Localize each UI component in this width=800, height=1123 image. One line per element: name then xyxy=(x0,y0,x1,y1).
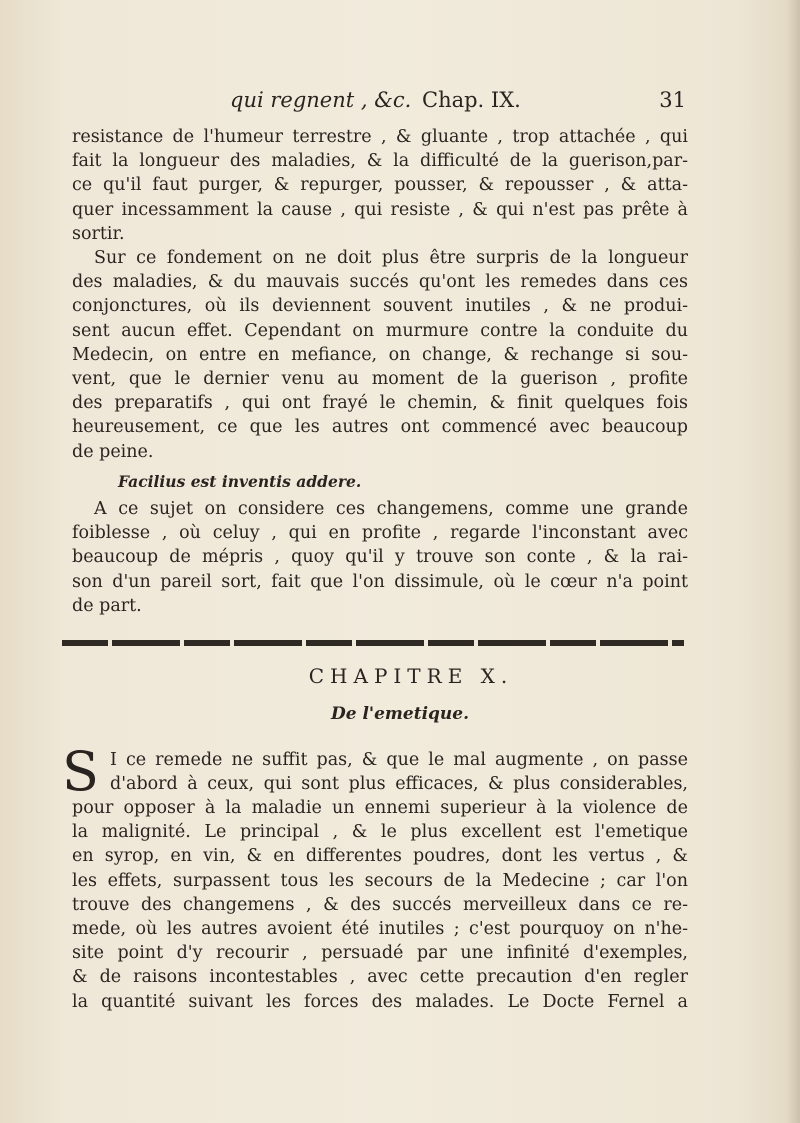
running-header xyxy=(230,88,688,118)
text-line: fait la longueur des maladies, & la difficulté de la guerison,par- xyxy=(72,151,688,172)
chapter-title: CHAPITRE X. xyxy=(308,664,514,688)
text-line: son d'un pareil sort, fait que l'on dissimule, où le cœur n'a point xyxy=(72,571,688,592)
text-line: mede, où les autres avoient été inutiles ; c'est pourquoy on n'he- xyxy=(72,919,688,940)
text-line: conjonctures, où ils deviennent souvent inutiles , & ne produi- xyxy=(72,296,688,317)
text-line: Medecin, on entre en mefiance, on change, & rechange si sou- xyxy=(72,344,688,365)
text-line: foiblesse , où celuy , qui en profite , regarde l'inconstant avec xyxy=(72,523,688,544)
text-line: & de raisons incontestables , avec cette precaution d'en regler xyxy=(72,967,688,988)
text-line: des maladies, & du mauvais succés qu'ont les remedes dans ces xyxy=(72,272,688,293)
paragraph-longueur xyxy=(72,246,688,464)
text-line: la quantité suivant les forces des malades. Le Docte Fernel a xyxy=(72,991,688,1012)
chapter-label: Chap. IX. xyxy=(422,88,521,112)
paragraph-emetique-start xyxy=(110,748,688,796)
text-line: ce qu'il faut purger, & repurger, pousser, & repousser , & atta- xyxy=(72,175,688,196)
page-edge-shadow xyxy=(786,0,800,1123)
text-line: beaucoup de mépris , quoy qu'il y trouve son conte , & la rai- xyxy=(72,547,688,568)
paragraph-continued xyxy=(72,125,688,246)
text-line: pour opposer à la maladie un ennemi superieur à la violence de xyxy=(72,798,688,818)
chapter-subtitle: De l'emetique. xyxy=(330,704,470,724)
text-line: de peine. xyxy=(72,441,154,462)
section-divider xyxy=(62,640,684,646)
text-line: resistance de l'humeur terrestre , & gluante , trop attachée , qui xyxy=(72,127,688,147)
text-line: heureusement, ce que les autres ont commencé avec beaucoup xyxy=(72,417,688,438)
running-title: qui regnent , &c. xyxy=(230,88,412,112)
text-line: Sur ce fondement on ne doit plus être surpris de la longueur xyxy=(94,248,688,268)
text-line: des preparatifs , qui ont frayé le chemin, & finit quelques fois xyxy=(72,393,688,414)
latin-quote: Facilius est inventis addere. xyxy=(118,472,362,491)
text-line: la malignité. Le principal , & le plus excellent est l'emetique xyxy=(72,822,688,843)
page-number: 31 xyxy=(659,88,686,112)
text-line: vent, que le dernier venu au moment de la guerison , profite xyxy=(72,369,688,390)
text-line: I ce remede ne suffit pas, & que le mal augmente , on passe xyxy=(110,750,688,770)
text-line: A ce sujet on considere ces changemens, comme une grande xyxy=(94,499,688,519)
drop-cap: S xyxy=(62,740,99,803)
paragraph-emetique xyxy=(72,796,688,1014)
text-line: trouve des changemens , & des succés merveilleux dans ce re- xyxy=(72,894,688,915)
text-line: d'abord à ceux, qui sont plus efficaces, & plus considerables, xyxy=(110,774,688,795)
text-line: site point d'y recourir , persuadé par une infinité d'exemples, xyxy=(72,943,688,964)
text-line: quer incessamment la cause , qui resiste , & qui n'est pas prête à xyxy=(72,199,688,220)
text-line: sortir. xyxy=(72,223,125,244)
text-line: sent aucun effet. Cependant on murmure contre la conduite du xyxy=(72,320,688,341)
text-line: de part. xyxy=(72,595,142,616)
text-line: les effets, surpassent tous les secours de la Medecine ; car l'on xyxy=(72,870,688,891)
text-line: en syrop, en vin, & en differentes poudres, dont les vertus , & xyxy=(72,846,688,867)
paragraph-changemens xyxy=(72,497,688,618)
